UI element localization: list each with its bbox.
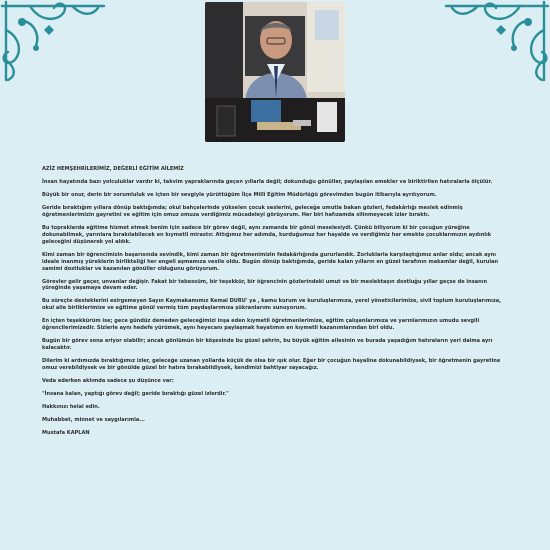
letter-paragraph: Dilerim ki ardımızda bıraktığımız izler, geleceğe uzanan yollarda küçük de olsa bir ışık olur. Eğer bir çocuğun hayaline dokunabildiysek, bir öğretmenin gayretine omuz verebildiysek ve bir gönülde güzel bir hatıra bırakabildiysek, kendimizi bahtiyar sayacağız.: [42, 358, 501, 372]
office-portrait-icon: [205, 2, 345, 142]
letter-paragraph: Büyük bir onur, derin bir sorumluluk ve içten bir sevgiyle yürüttüğüm İlçe Millî Eğitim Müdürlüğü görevimden bugün itibarıyla ayrılıyorum.: [42, 192, 437, 198]
letter-paragraph: Bugün bir görev sona eriyor olabilir; ancak gönlümün bir köşesinde bu güzel şehrin, bu büyük eğitim ailesinin ve burada yaşadığım hatıraların yeri daima ayrı kalacaktır.: [42, 338, 493, 352]
letter-quote: "İnsana kalan, yaptığı görev değil; geride bıraktığı güzel izlerdir.": [42, 391, 229, 398]
letter-paragraph: Kimi zaman bir öğrencimizin başarısında sevindik, kimi zaman bir öğretmenimizin fedakârlığında gururlandık. Zorluklarla karşılaştığımız anlar oldu; ancak aynı ideale inanmış yüreklerin birlikteliği her engeli aşmamıza vesile oldu. Bugün dönüp baktığımda, geride kalan yılların en güzel tarafının makamlar değil, kurulan samimi dostluklar ve kazanılan gönüller olduğunu görüyorum.: [42, 251, 499, 272]
letter-closing: Muhabbet, minnet ve saygılarımla...: [42, 417, 145, 424]
letter-greeting: AZİZ HEMŞEHRİLERİMİZ, DEĞERLİ EĞİTİM AİLEMİZ: [42, 166, 184, 172]
portrait-photo: [205, 2, 345, 142]
letter-paragraph: Veda ederken aklımda sadece şu düşünce var:: [42, 378, 174, 385]
letter-paragraph: Bu topraklarda eğitime hizmet etmek benim için sadece bir görev değil, aynı zamanda bir gönül meselesiydi. Çünkü biliyorum ki bir çocuğun yüreğine dokunabilmek, yarınlara bırakılabilecek en kıymetli mirastır. Attığımız her adımda, kurduğumuz her hayalde ve verdiğimiz her emekte çocuklarımızın aydınlık geleceğini düşünerek yol aldık.: [42, 224, 492, 245]
letter-paragraph: Geride bıraktığım yıllara dönüp baktığımda; okul bahçelerinde yükselen çocuk seslerini, geleceğe umutla bakan gözleri, fedakârlığı meslek edinmiş öğretmenlerimizin gayretini ve eğitim için omuz omuza verdiğimiz mücadeleyi görüyorum. Her biri hafızamda silinmeyecek izler bıraktı.: [42, 205, 463, 218]
letter-paragraph: Hakkınızı helal edin.: [42, 404, 100, 411]
letter-paragraph: Bu süreçte desteklerini esirgemeyen Sayın Kaymakamımız Kemal DURU' ya , kamu kurum ve kuruluşlarımıza, yerel yöneticilerimize, sivil toplum kuruluşlarımıza, okul aile birliklerimize ve eğitime gönül vermiş tüm paydaşlarımıza şükranlarımı sunuyorum.: [42, 298, 502, 312]
corner-ornament-left-icon: [0, 0, 110, 85]
letter-signature: Mustafa KAPLAN: [42, 430, 90, 437]
letter-paragraph: Görevler gelir geçer, unvanlar değişir. Fakat bir tebessüm, bir teşekkür, bir öğrencinin gözlerindeki umut ve bir meslektaşın dostluğu yıllar geçse de insanın yüreğinde yaşamaya devam eder.: [42, 278, 488, 292]
letter-paragraph: En içten teşekkürüm ise; gece gündüz demeden geleceğimizi inşa eden kıymetli öğretmenlerimize, eğitim çalışanlarımıza ve yarınlarımızın umudu sevgili öğrencilerimizedir. Sizlerle aynı hedefe yürümek, aynı heyecanı paylaşmak hayatımın en kıymetli kazanımlarından biri oldu.: [42, 318, 480, 332]
corner-ornament-right-icon: [440, 0, 550, 85]
letter-paragraph: İnsan hayatında bazı yolculuklar vardır ki, takvim yapraklarında geçen yıllarla değil; dokunduğu gönüller, paylaşılan emekler ve biriktirilen hatıralarla ölçülür.: [42, 179, 493, 185]
farewell-letter: [42, 166, 512, 443]
